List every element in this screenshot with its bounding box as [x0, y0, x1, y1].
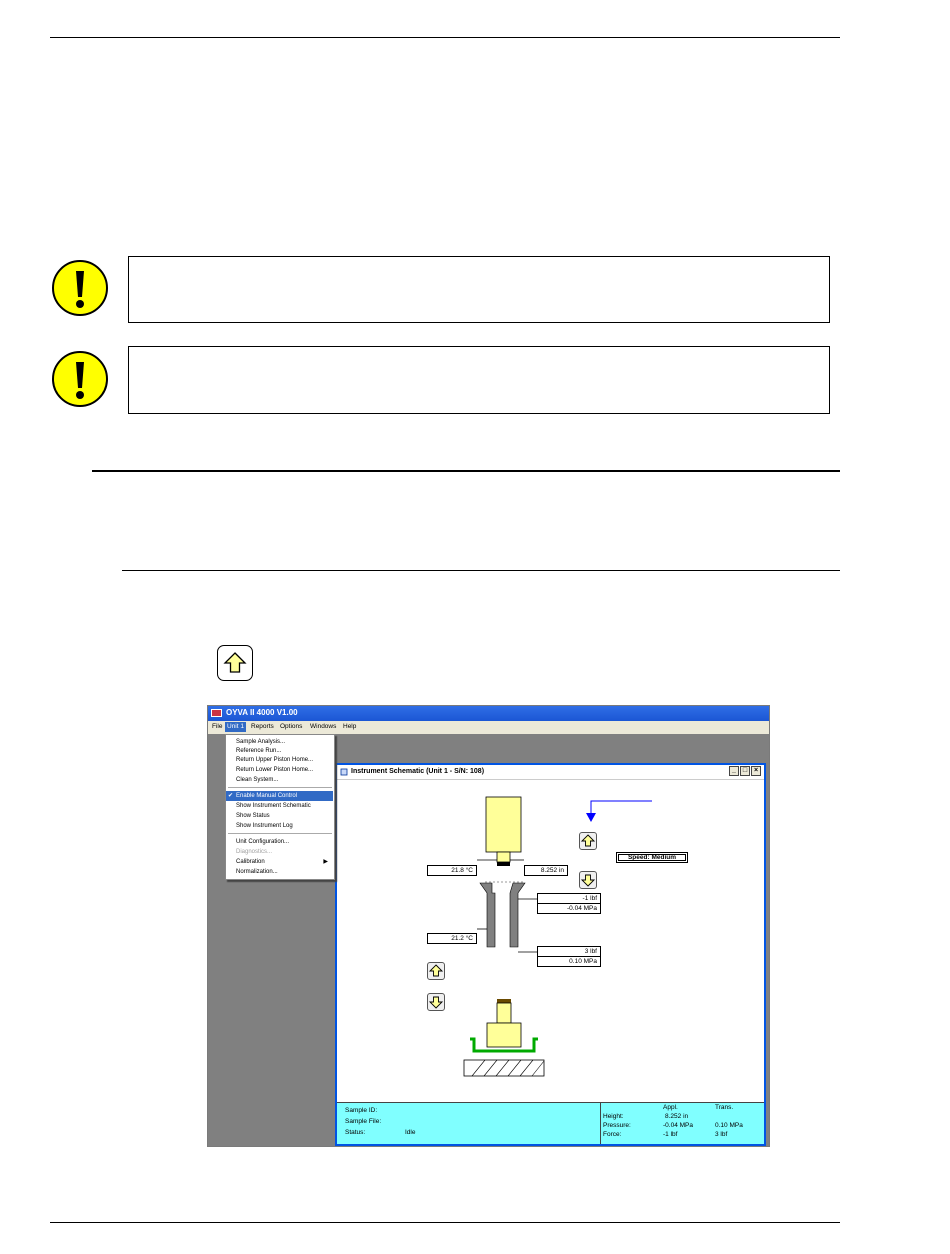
menu-item-clean-system[interactable]: Clean System...	[236, 777, 279, 783]
menu-help[interactable]: Help	[343, 723, 357, 730]
app-title: OYVA II 4000 V1.00	[226, 708, 298, 717]
upper-pressure-readout: -0.04 MPa	[537, 903, 601, 914]
menu-windows[interactable]: Windows	[310, 723, 337, 730]
up-arrow-button	[217, 645, 253, 681]
upper-piston-up-button[interactable]	[579, 832, 597, 850]
window-icon	[340, 768, 348, 776]
status-value: Idle	[405, 1129, 416, 1136]
menubar	[208, 721, 769, 734]
lower-pressure-readout: 0.10 MPa	[537, 956, 601, 967]
sample-id-label: Sample ID:	[345, 1107, 378, 1114]
lower-force-readout: 3 lbf	[537, 946, 601, 957]
close-button[interactable]: ×	[751, 766, 761, 776]
upper-force-readout: -1 lbf	[537, 893, 601, 904]
status-label: Status:	[345, 1129, 366, 1136]
menu-options[interactable]: Options	[280, 723, 303, 730]
menu-unit1[interactable]: Unit 1	[227, 723, 244, 730]
upper-piston-down-button[interactable]	[579, 871, 597, 889]
pressure-appl-value: -0.04 MPa	[663, 1122, 693, 1129]
app-screenshot	[207, 705, 770, 1147]
top-rule	[50, 37, 840, 38]
status-divider	[600, 1103, 601, 1144]
menu-item-label: Calibration	[236, 859, 265, 865]
up-arrow-icon	[580, 833, 596, 849]
menu-item-show-status[interactable]: Show Status	[236, 813, 270, 819]
up-arrow-icon	[218, 646, 252, 680]
pressure-label: Pressure:	[603, 1122, 631, 1129]
upper-temp-readout: 21.8 °C	[427, 865, 477, 876]
bottom-rule	[50, 1222, 840, 1223]
menu-file[interactable]: File	[212, 723, 223, 730]
app-logo-icon	[211, 709, 222, 717]
sample-file-label: Sample File:	[345, 1118, 382, 1125]
upper-piston	[486, 797, 521, 852]
warning-box	[128, 346, 830, 414]
height-appl-value: 8.252 in	[665, 1113, 689, 1120]
speed-indicator[interactable]: Speed: Medium	[616, 852, 688, 863]
submenu-arrow-icon: ▶	[323, 859, 328, 865]
warning-icon	[51, 259, 109, 317]
menu-item-return-upper-piston[interactable]: Return Upper Piston Home...	[236, 757, 314, 763]
down-arrow-icon	[580, 872, 596, 888]
menu-item-label: Enable Manual Control	[236, 793, 298, 799]
schematic-title: Instrument Schematic (Unit 1 - S/N: 108)	[351, 768, 485, 775]
chamber-left-wall	[480, 883, 495, 947]
warning-icon	[51, 350, 109, 408]
menu-item-normalization[interactable]: Normalization...	[236, 869, 278, 875]
height-readout: 8.252 in	[524, 865, 568, 876]
schematic-titlebar	[337, 765, 764, 780]
check-icon: ✔	[228, 793, 234, 799]
base-plate	[464, 1060, 544, 1076]
lower-piston	[497, 1003, 511, 1023]
menu-item-calibration[interactable]	[236, 857, 332, 867]
force-label: Force:	[603, 1131, 622, 1138]
app-titlebar	[208, 706, 769, 721]
status-bar	[337, 1102, 764, 1144]
subsection-rule	[122, 570, 840, 571]
lower-temp-readout: 21.2 °C	[427, 933, 477, 944]
menu-item-sample-analysis[interactable]: Sample Analysis...	[236, 739, 286, 745]
menu-item-unit-configuration[interactable]: Unit Configuration...	[236, 839, 290, 845]
height-label: Height:	[603, 1113, 624, 1120]
chamber-right-wall	[510, 883, 525, 947]
col-trans-header: Trans.	[715, 1104, 734, 1111]
schematic-window	[335, 763, 766, 1146]
down-arrow-icon	[428, 994, 444, 1010]
menu-item-enable-manual-control[interactable]	[226, 791, 333, 801]
section-rule	[92, 470, 840, 472]
col-appl-header: Appl.	[663, 1104, 678, 1111]
up-arrow-icon	[428, 963, 444, 979]
pointer-arrow	[591, 801, 652, 815]
warning-box	[128, 256, 830, 323]
force-appl-value: -1 lbf	[663, 1131, 678, 1138]
minimize-button[interactable]: _	[729, 766, 739, 776]
menu-separator	[228, 833, 332, 834]
menu-item-reference-run[interactable]: Reference Run...	[236, 748, 282, 754]
lower-piston-down-button[interactable]	[427, 993, 445, 1011]
lower-piston-up-button[interactable]	[427, 962, 445, 980]
menu-reports[interactable]: Reports	[251, 723, 274, 730]
menu-item-show-log[interactable]: Show Instrument Log	[236, 823, 293, 829]
menu-item-diagnostics: Diagnostics...	[236, 849, 273, 855]
force-trans-value: 3 lbf	[715, 1131, 728, 1138]
maximize-button[interactable]: □	[740, 766, 750, 776]
unit-menu-dropdown	[225, 734, 335, 880]
pressure-trans-value: 0.10 MPa	[715, 1122, 743, 1129]
menu-item-return-lower-piston[interactable]: Return Lower Piston Home...	[236, 767, 314, 773]
menu-item-show-schematic[interactable]: Show Instrument Schematic	[236, 803, 311, 809]
menu-separator	[228, 787, 332, 788]
